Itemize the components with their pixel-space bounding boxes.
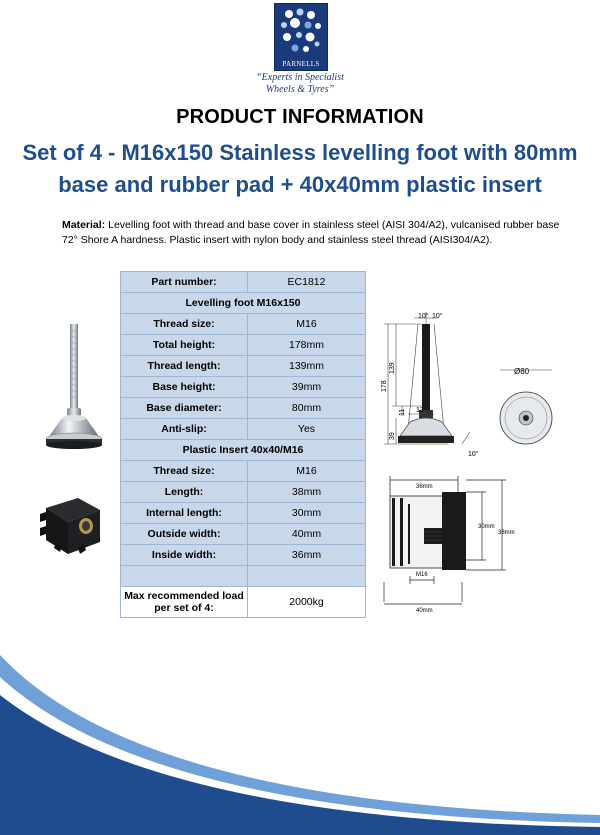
spec-value: 30mm bbox=[248, 503, 366, 524]
insert-internal-length-label: 30mm bbox=[478, 524, 495, 530]
spec-value: 80mm bbox=[248, 398, 366, 419]
insert-inner-width-label: 36mm bbox=[416, 484, 433, 490]
insert-length-label: 38mm bbox=[498, 530, 515, 536]
spec-value: 38mm bbox=[248, 482, 366, 503]
diameter-label: Ø80 bbox=[514, 367, 530, 376]
spec-value bbox=[248, 566, 366, 587]
angle-right-label: 10° bbox=[432, 313, 443, 320]
spec-label: Internal length: bbox=[121, 503, 248, 524]
base-height-label: 39 bbox=[389, 432, 396, 440]
spec-value: Yes bbox=[248, 419, 366, 440]
angle-bottom-label: 10° bbox=[468, 451, 479, 458]
spec-value: 178mm bbox=[248, 335, 366, 356]
levelling-foot-drawing bbox=[378, 310, 483, 458]
plastic-insert-drawing bbox=[382, 470, 532, 618]
spec-value: 36mm bbox=[248, 545, 366, 566]
spec-value: M16 bbox=[248, 314, 366, 335]
spec-label: Total height: bbox=[121, 335, 248, 356]
spec-label bbox=[121, 566, 248, 587]
thread-height-label: 139 bbox=[389, 362, 396, 374]
spec-row bbox=[121, 377, 366, 398]
spec-label-line-2: per set of 4: bbox=[154, 602, 214, 614]
product-title-line-1: Set of 4 - M16x150 Stainless levelling foot with 80mm bbox=[22, 140, 578, 165]
spec-value: EC1812 bbox=[248, 272, 366, 293]
insert-thread-label: M16 bbox=[416, 572, 428, 578]
spec-row bbox=[121, 566, 366, 587]
angle-left-label: 10° bbox=[418, 313, 429, 320]
material-label: Material: bbox=[62, 219, 106, 231]
base-top-view-drawing bbox=[494, 362, 558, 448]
tagline-line-1: “Experts in Specialist bbox=[256, 72, 344, 83]
spec-label: Thread size: bbox=[121, 461, 248, 482]
spec-row bbox=[121, 314, 366, 335]
product-title-line-2: base and rubber pad + 40x40mm plastic insert bbox=[58, 172, 542, 197]
spec-row bbox=[121, 272, 366, 293]
material-description bbox=[62, 218, 562, 248]
spec-label: Thread size: bbox=[121, 314, 248, 335]
spec-row bbox=[121, 293, 366, 314]
spec-value: 139mm bbox=[248, 356, 366, 377]
spec-label: Anti-slip: bbox=[121, 419, 248, 440]
spec-label: Inside width: bbox=[121, 545, 248, 566]
spec-row bbox=[121, 335, 366, 356]
spec-row bbox=[121, 545, 366, 566]
dim-11-label: 11 bbox=[399, 408, 406, 416]
spec-row bbox=[121, 461, 366, 482]
material-text: Levelling foot with thread and base cover in stainless steel (AISI 304/A2), vulcanised rubber base 72° Shore A hardness. Plastic insert with nylon body and stainless steel thread (AISI304/A2). bbox=[62, 219, 560, 246]
spec-label: Outside width: bbox=[121, 524, 248, 545]
spec-label: Part number: bbox=[121, 272, 248, 293]
spec-row bbox=[121, 503, 366, 524]
specification-table bbox=[120, 271, 366, 618]
plastic-insert-image bbox=[38, 490, 106, 560]
page-title: PRODUCT INFORMATION bbox=[176, 106, 424, 128]
spec-label: Base height: bbox=[121, 377, 248, 398]
spec-row bbox=[121, 587, 366, 618]
company-logo bbox=[274, 3, 328, 71]
spec-value: 39mm bbox=[248, 377, 366, 398]
spec-row bbox=[121, 419, 366, 440]
tagline-line-2: Wheels & Tyres” bbox=[265, 84, 335, 95]
logo-wordmark: PARNELLS bbox=[282, 60, 320, 68]
spec-value: 2000kg bbox=[248, 587, 366, 618]
spec-value: M16 bbox=[248, 461, 366, 482]
logo-dots-graphic bbox=[275, 4, 327, 58]
spec-value: 40mm bbox=[248, 524, 366, 545]
spec-row bbox=[121, 398, 366, 419]
spec-row bbox=[121, 482, 366, 503]
spec-label: Base diameter: bbox=[121, 398, 248, 419]
spec-row bbox=[121, 356, 366, 377]
spec-label bbox=[121, 587, 248, 618]
dim-13-label: 13 bbox=[416, 407, 424, 414]
insert-outer-width-label: 40mm bbox=[416, 608, 433, 614]
spec-label: Length: bbox=[121, 482, 248, 503]
footer-swoosh bbox=[0, 645, 600, 835]
spec-section-header: Levelling foot M16x150 bbox=[121, 293, 366, 314]
total-height-label: 178 bbox=[381, 380, 388, 392]
spec-row bbox=[121, 524, 366, 545]
levelling-foot-image bbox=[40, 322, 110, 454]
spec-section-header: Plastic Insert 40x40/M16 bbox=[121, 440, 366, 461]
spec-row bbox=[121, 440, 366, 461]
spec-label-line-1: Max recommended load bbox=[124, 590, 244, 602]
spec-label: Thread length: bbox=[121, 356, 248, 377]
